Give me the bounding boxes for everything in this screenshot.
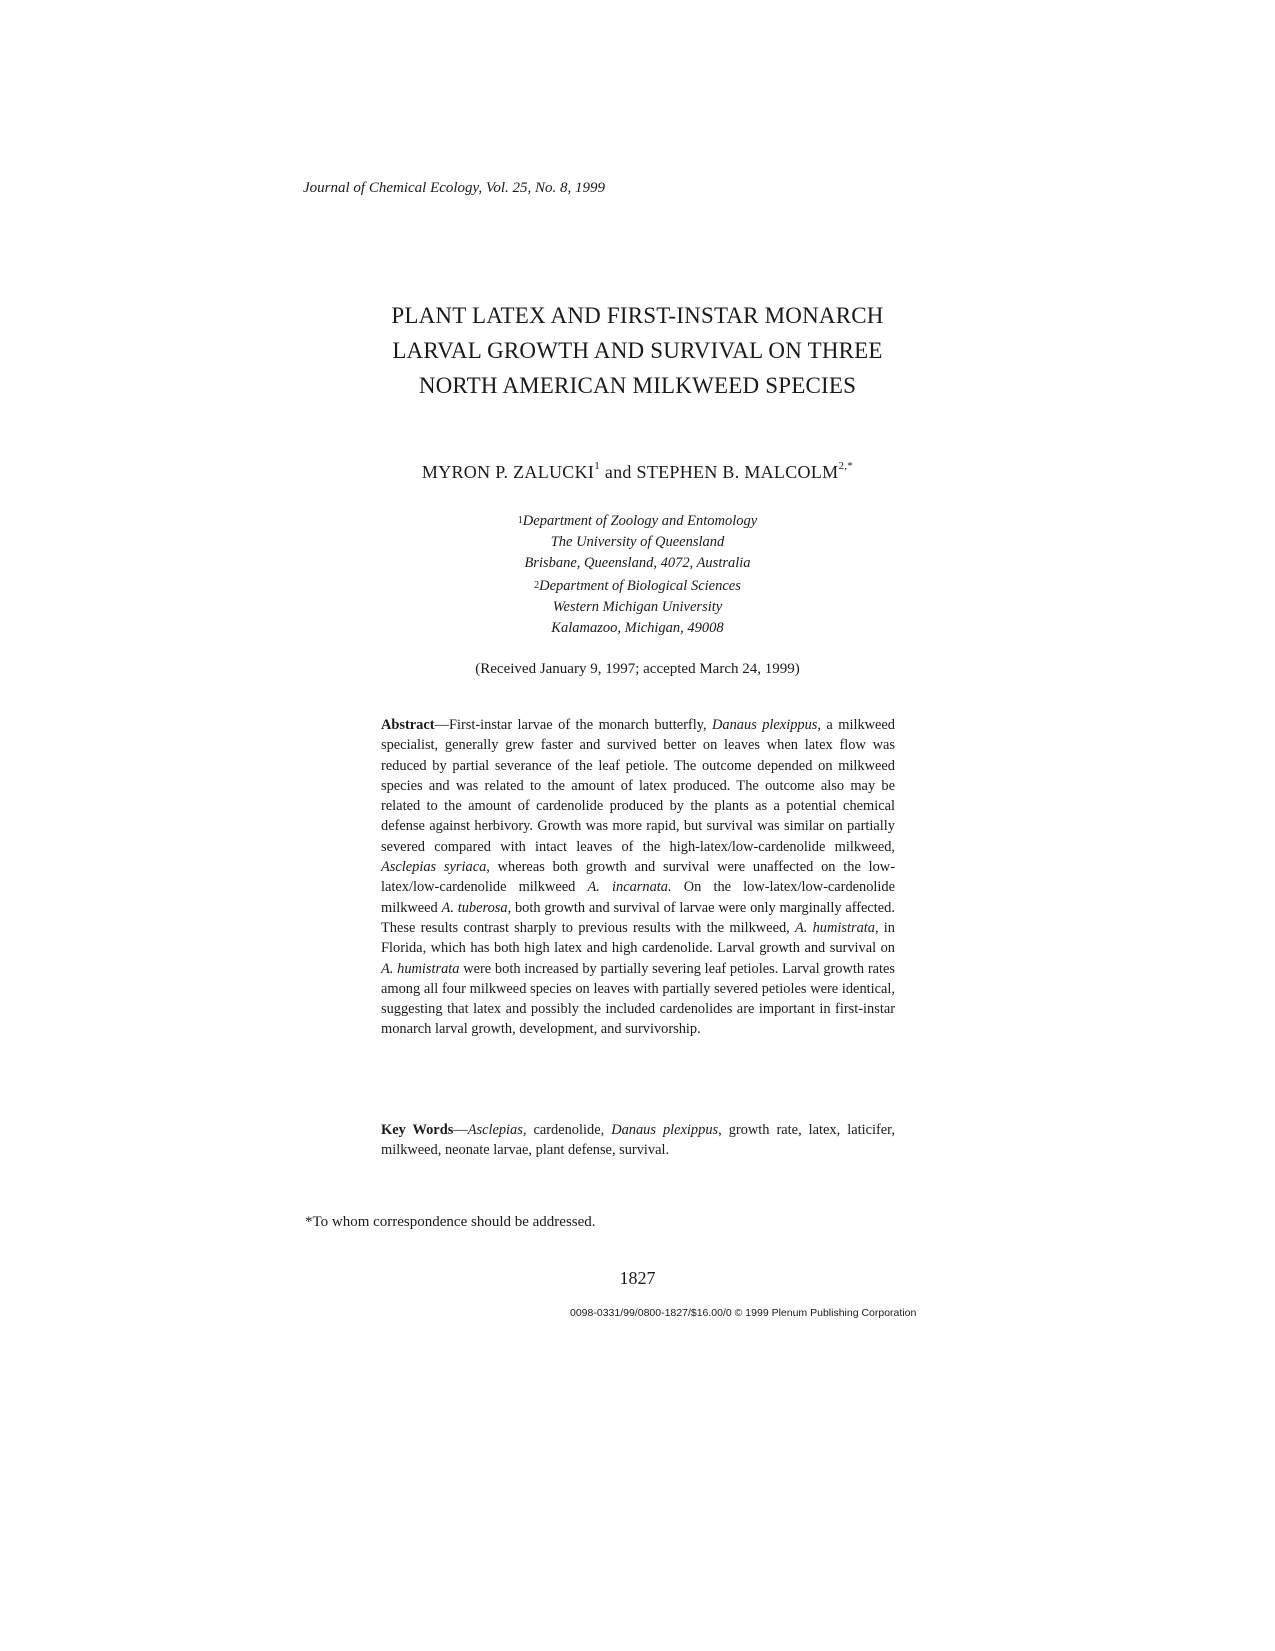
paper-title bbox=[300, 298, 975, 403]
author-list bbox=[300, 462, 975, 483]
abstract bbox=[381, 715, 895, 1040]
copyright-line: 0098-0331/99/0800-1827/$16.00/0 © 1999 Plenum Publishing Corporation bbox=[570, 1307, 917, 1319]
text-run: , cardenolide, bbox=[522, 1122, 612, 1138]
author-name: STEPHEN B. MALCOLM bbox=[636, 462, 839, 482]
correspondence-footnote: *To whom correspondence should be addressed. bbox=[305, 1214, 596, 1230]
affiliation-line: Kalamazoo, Michigan, 49008 bbox=[551, 620, 724, 636]
text-run: , whereas both growth and survival were unaffected on the low-latex/low-cardenolide milkweed bbox=[381, 859, 895, 896]
title-line: NORTH AMERICAN MILKWEED SPECIES bbox=[418, 373, 857, 398]
author-affiliation-mark: 1 bbox=[594, 460, 601, 472]
title-line: PLANT LATEX AND FIRST-INSTAR MONARCH bbox=[391, 303, 884, 328]
italic-term: Asclepias bbox=[467, 1122, 523, 1138]
author-name: MYRON P. ZALUCKI bbox=[421, 462, 595, 482]
italic-term: A. humistrata bbox=[381, 960, 460, 977]
affiliation-line: $^2$Department of Biological Sciences bbox=[534, 578, 741, 594]
title-line: LARVAL GROWTH AND SURVIVAL ON THREE bbox=[392, 338, 883, 363]
italic-term: Danaus plexippus bbox=[611, 1122, 719, 1138]
text-run: , growth rate, latex, laticifer, milkweed, neonate larvae, plant defense, survival. bbox=[381, 1122, 895, 1159]
text-run: On the low-latex/low-cardenolide milkweed bbox=[381, 879, 895, 916]
italic-term: Danaus plexippus bbox=[712, 717, 818, 733]
affiliation-line: The University of Queensland bbox=[550, 534, 725, 550]
text-run: were both increased by partially severing leaf petioles. Larval growth rates among all four milkweed species on leaves with partially severed petioles were identical, suggesting that latex and possibly the included cardenolides are important in first-instar monarch larval growth, development, and survivorship. bbox=[381, 960, 895, 1038]
keywords-label: Key Words bbox=[381, 1122, 454, 1138]
text-run: , a milkweed specialist, generally grew faster and survived better on leaves when latex flow was reduced by partial severance of the leaf petiole. The outcome depended on milkweed species and was related to the amount of latex produced. The outcome also may be related to the amount of cardenolide produced by the plants as a potential chemical defense against herbivory. Growth was more rapid, but survival was similar on partially severed compared with intact leaves of the high-latex/low-cardenolide milkweed, bbox=[381, 717, 895, 855]
italic-term: Asclepias syriaca bbox=[381, 859, 487, 876]
keywords bbox=[381, 1120, 895, 1161]
affiliation-mark: 1 bbox=[517, 515, 523, 526]
italic-term: A. humistrata bbox=[794, 919, 875, 936]
affiliation-line: Brisbane, Queensland, 4072, Australia bbox=[524, 555, 751, 571]
affiliation-line: $^1$Department of Zoology and Entomology bbox=[517, 513, 758, 529]
affiliation-line: Western Michigan University bbox=[552, 599, 723, 615]
author-affiliation-mark: 2,* bbox=[838, 460, 854, 472]
text-run: — bbox=[453, 1122, 468, 1138]
text-run: , both growth and survival of larvae were only marginally affected. These results contrast sharply to previous results with the milkweed, bbox=[381, 899, 895, 936]
author-conjunction: and bbox=[600, 462, 637, 482]
italic-term: A. incarnata. bbox=[587, 879, 672, 896]
abstract-text bbox=[381, 717, 895, 1037]
affiliation-1 bbox=[400, 511, 875, 574]
received-dates: (Received January 9, 1997; accepted March 24, 1999) bbox=[475, 661, 800, 677]
text-run: , in Florida, which has both high latex and high cardenolide. Larval growth and survival on bbox=[381, 919, 896, 957]
page-number: 1827 bbox=[619, 1268, 656, 1288]
italic-term: A. tuberosa bbox=[441, 899, 508, 916]
affiliation-2 bbox=[400, 576, 875, 639]
affiliation-mark: 2 bbox=[534, 580, 540, 591]
journal-citation: Journal of Chemical Ecology, Vol. 25, No. 8, 1999 bbox=[303, 180, 606, 196]
text-run: —First-instar larvae of the monarch butterfly, bbox=[434, 717, 713, 733]
abstract-label: Abstract bbox=[381, 717, 435, 733]
keywords-text bbox=[381, 1122, 895, 1158]
